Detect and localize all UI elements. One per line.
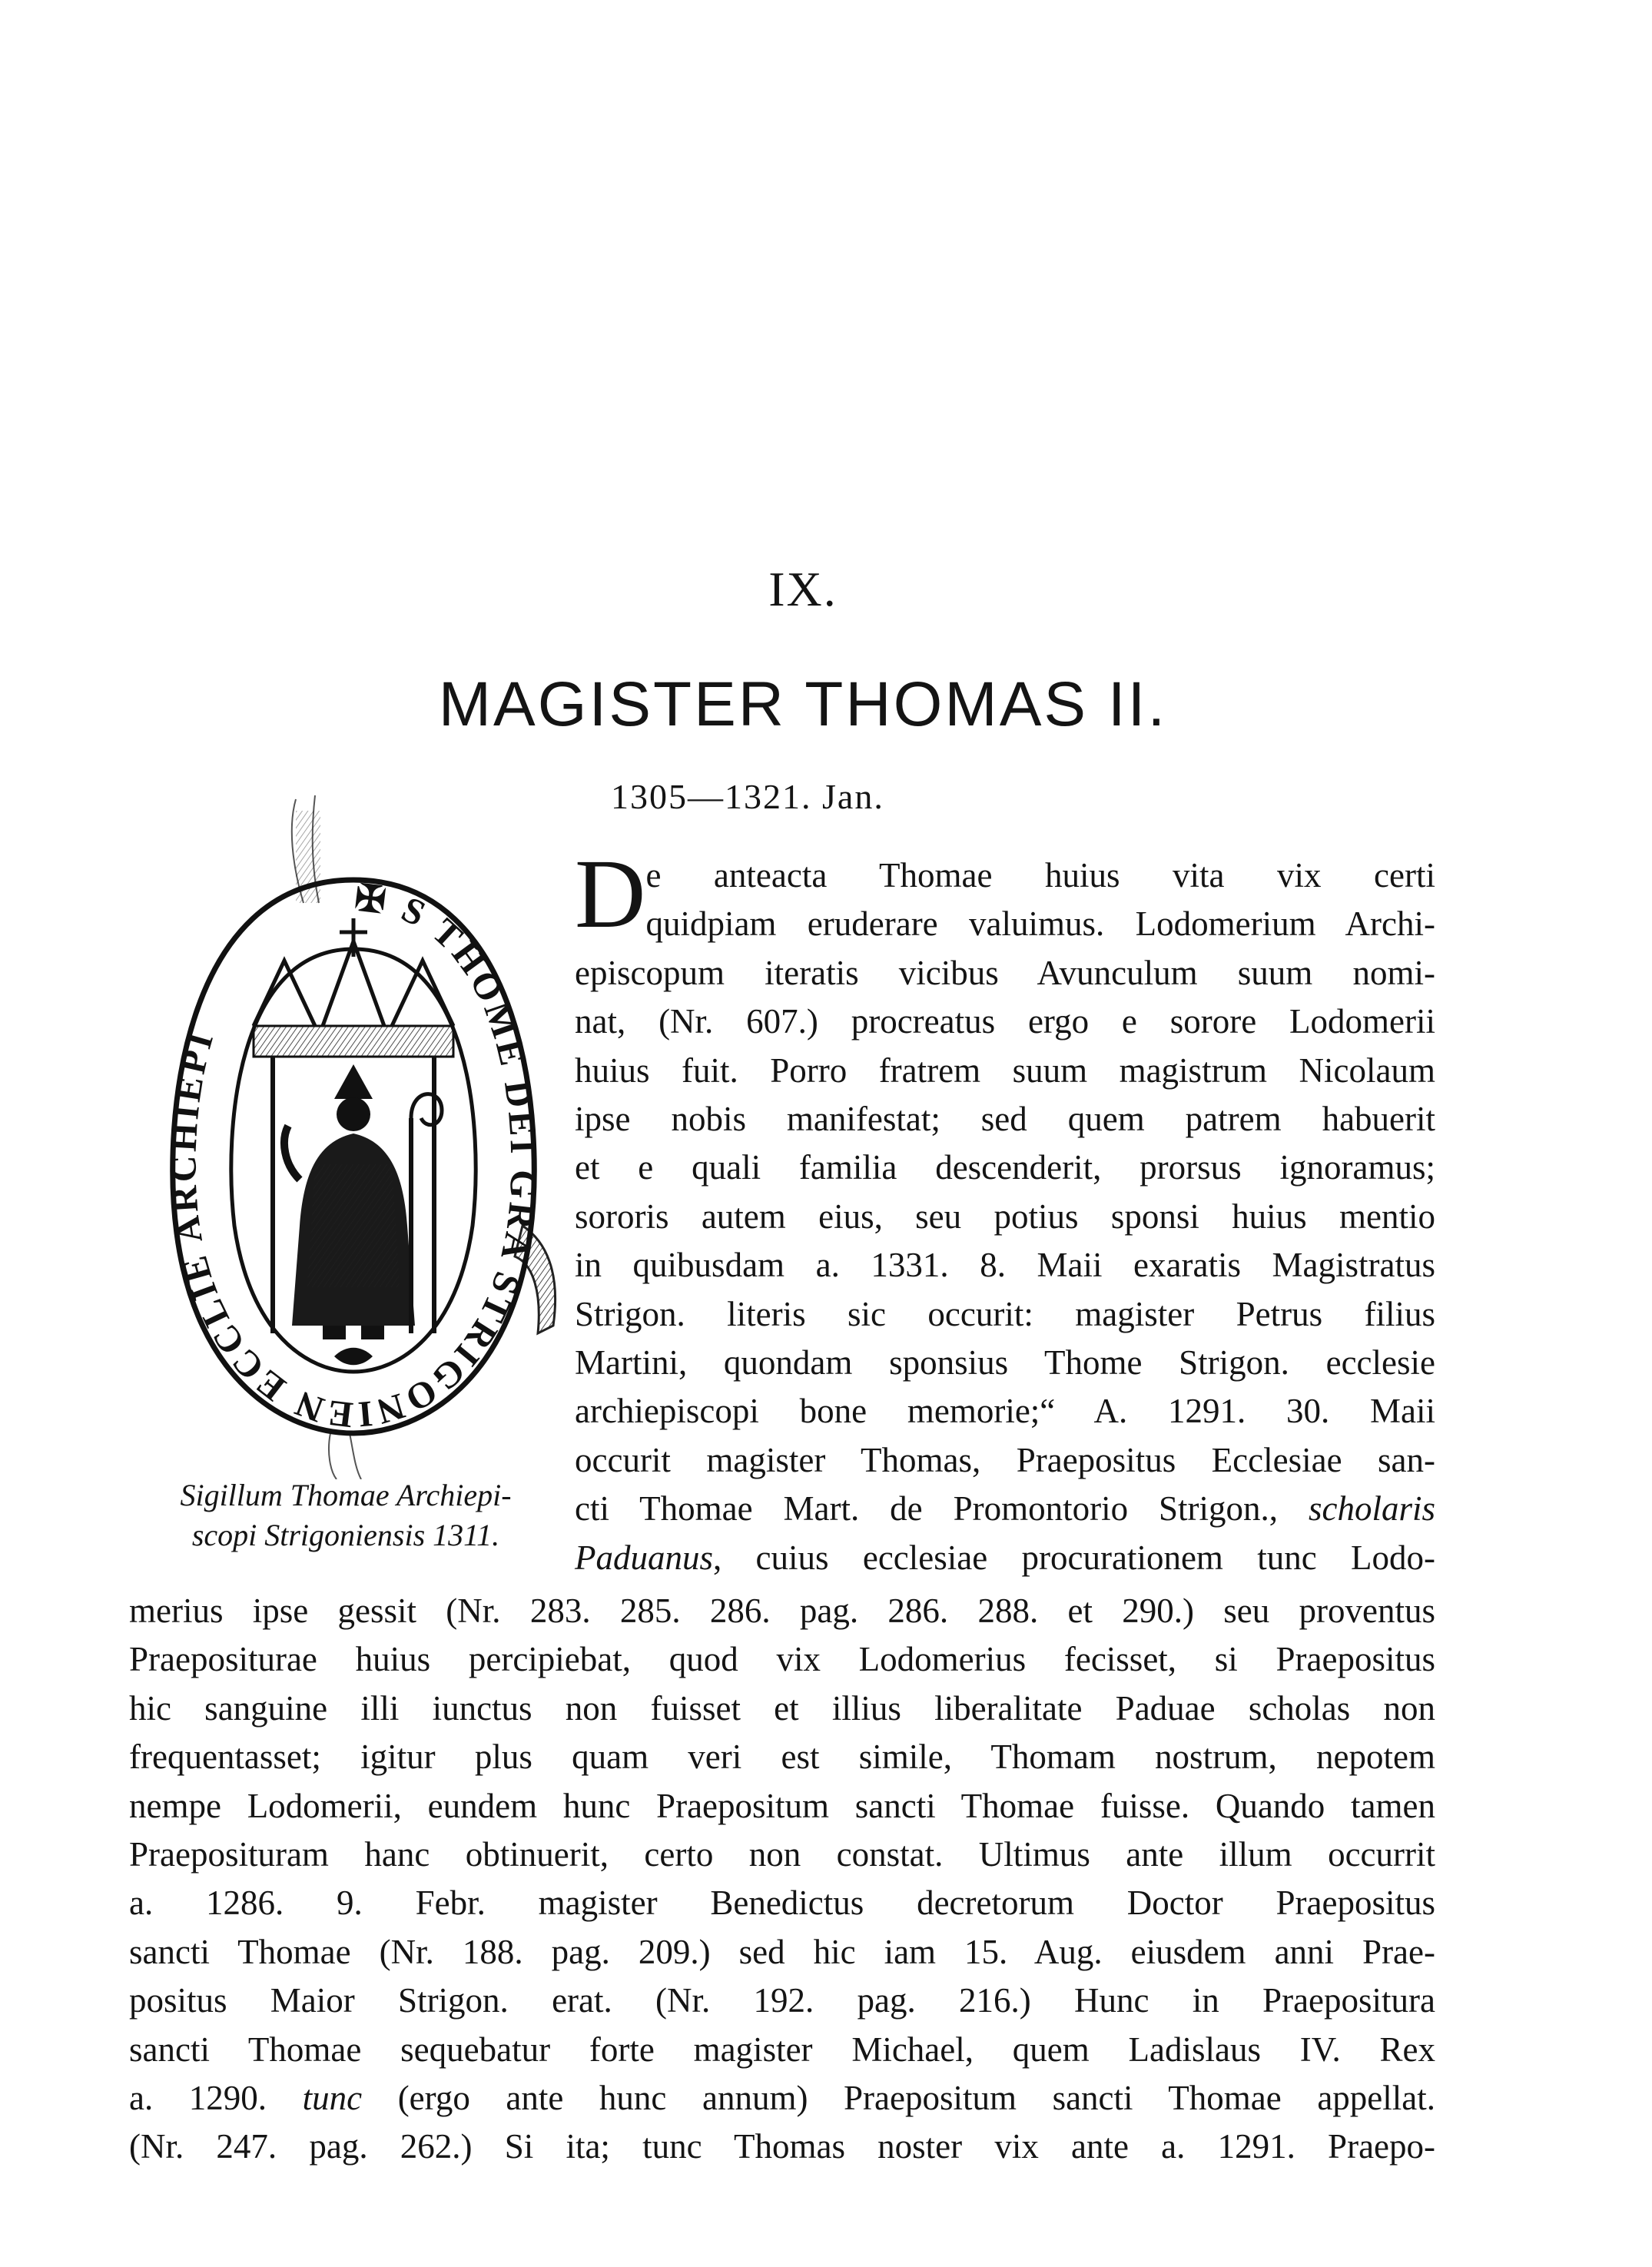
text-line: occurit magister Thomas, Praepositus Ecclesiae san- xyxy=(575,1440,1435,1479)
text-line: (Nr. 247. pag. 262.) Si ita; tunc Thomas noster vix ante a. 1291. Praepo- xyxy=(129,2127,1435,2166)
italic-text: scholaris xyxy=(1308,1489,1435,1528)
seal-caption xyxy=(115,1475,576,1555)
intro-paragraph xyxy=(575,839,1435,1582)
text-line: Strigon. literis sic occurit: magister Petrus filius xyxy=(575,1294,1435,1333)
text-line: quidpiam eruderare valuimus. Lodomerium Archi- xyxy=(645,904,1435,944)
italic-text: Paduanus xyxy=(575,1538,713,1577)
text-line: huius fuit. Porro fratrem suum magistrum Nicolaum xyxy=(575,1051,1435,1090)
text-line xyxy=(129,2074,1435,2123)
text-span: a. 1290. xyxy=(129,2079,303,2118)
text-line: sancti Thomae (Nr. 188. pag. 209.) sed hic iam 15. Aug. eiusdem anni Prae- xyxy=(129,1932,1435,1971)
text-line: e anteacta Thomae huius vita vix certi xyxy=(645,856,1435,895)
text-line: sancti Thomae sequebatur forte magister Michael, quem Ladislaus IV. Rex xyxy=(129,2030,1435,2069)
text-line: positus Maior Strigon. erat. (Nr. 192. pag. 216.) Hunc in Praepositura xyxy=(129,1981,1435,2020)
seal-of-archbishop-thomas-icon xyxy=(138,795,569,1479)
text-line: ipse nobis manifestat; sed quem patrem habuerit xyxy=(575,1100,1435,1139)
text-span: , cuius ecclesiae procurationem tunc Lodo- xyxy=(713,1538,1435,1577)
chapter-dates: 1305—1321. Jan. xyxy=(611,777,884,816)
text-line: sororis autem eius, seu potius sponsi huius mentio xyxy=(575,1197,1435,1236)
italic-text: tunc xyxy=(302,2079,363,2118)
text-line: nat, (Nr. 607.) procreatus ergo e sorore Lodomerii xyxy=(575,1002,1435,1041)
chapter-title: MAGISTER THOMAS II. xyxy=(438,669,1168,739)
text-line: frequentasset; igitur plus quam veri est simile, Thomam nostrum, nepotem xyxy=(129,1738,1435,1777)
text-line: Martini, quondam sponsius Thome Strigon. ecclesie xyxy=(575,1343,1435,1382)
text-line: a. 1286. 9. Febr. magister Benedictus decretorum Doctor Praepositus xyxy=(129,1884,1435,1923)
seal-caption-line: Sigillum Thomae Archiepi- xyxy=(180,1478,512,1512)
text-line: episcopum iteratis vicibus Avunculum suum nomi- xyxy=(575,953,1435,992)
text-line: nempe Lodomerii, eundem hunc Praepositum sancti Thomae fuisse. Quando tamen xyxy=(129,1786,1435,1825)
text-line xyxy=(575,1485,1435,1533)
text-span: (ergo ante hunc annum) Praepositum sancti Thomae appellat. xyxy=(362,2079,1435,2118)
text-line: Praepositurae huius percipiebat, quod vix Lodomerius fecisset, si Praepositus xyxy=(129,1640,1435,1679)
seal-caption-line: scopi Strigoniensis 1311. xyxy=(191,1518,500,1552)
text-line: merius ipse gessit (Nr. 283. 285. 286. pag. 286. 288. et 290.) seu proventus xyxy=(129,1592,1435,1630)
dropcap-letter: D xyxy=(575,839,646,948)
main-paragraph xyxy=(129,1587,1435,2172)
seal-legend: ✠ S THOME DEI GRA STRIGONIEN ECCLIE ARCHIEPI xyxy=(163,877,544,1436)
text-line: Praeposituram hanc obtinuerit, certo non constat. Ultimus ante illum occurrit xyxy=(129,1835,1435,1874)
text-line: archiepiscopi bone memorie;“ A. 1291. 30. Maii xyxy=(575,1392,1435,1431)
text-line: hic sanguine illi iunctus non fuisset et illius liberalitate Paduae scholas non xyxy=(129,1688,1435,1728)
chapter-number: IX. xyxy=(768,562,838,616)
text-line xyxy=(575,1534,1435,1582)
text-line: in quibusdam a. 1331. 8. Maii exaratis Magistratus xyxy=(575,1246,1435,1285)
text-line: et e quali familia descenderit, prorsus ignoramus; xyxy=(575,1148,1435,1187)
text-span: cti Thomae Mart. de Promontorio Strigon., xyxy=(575,1489,1309,1528)
